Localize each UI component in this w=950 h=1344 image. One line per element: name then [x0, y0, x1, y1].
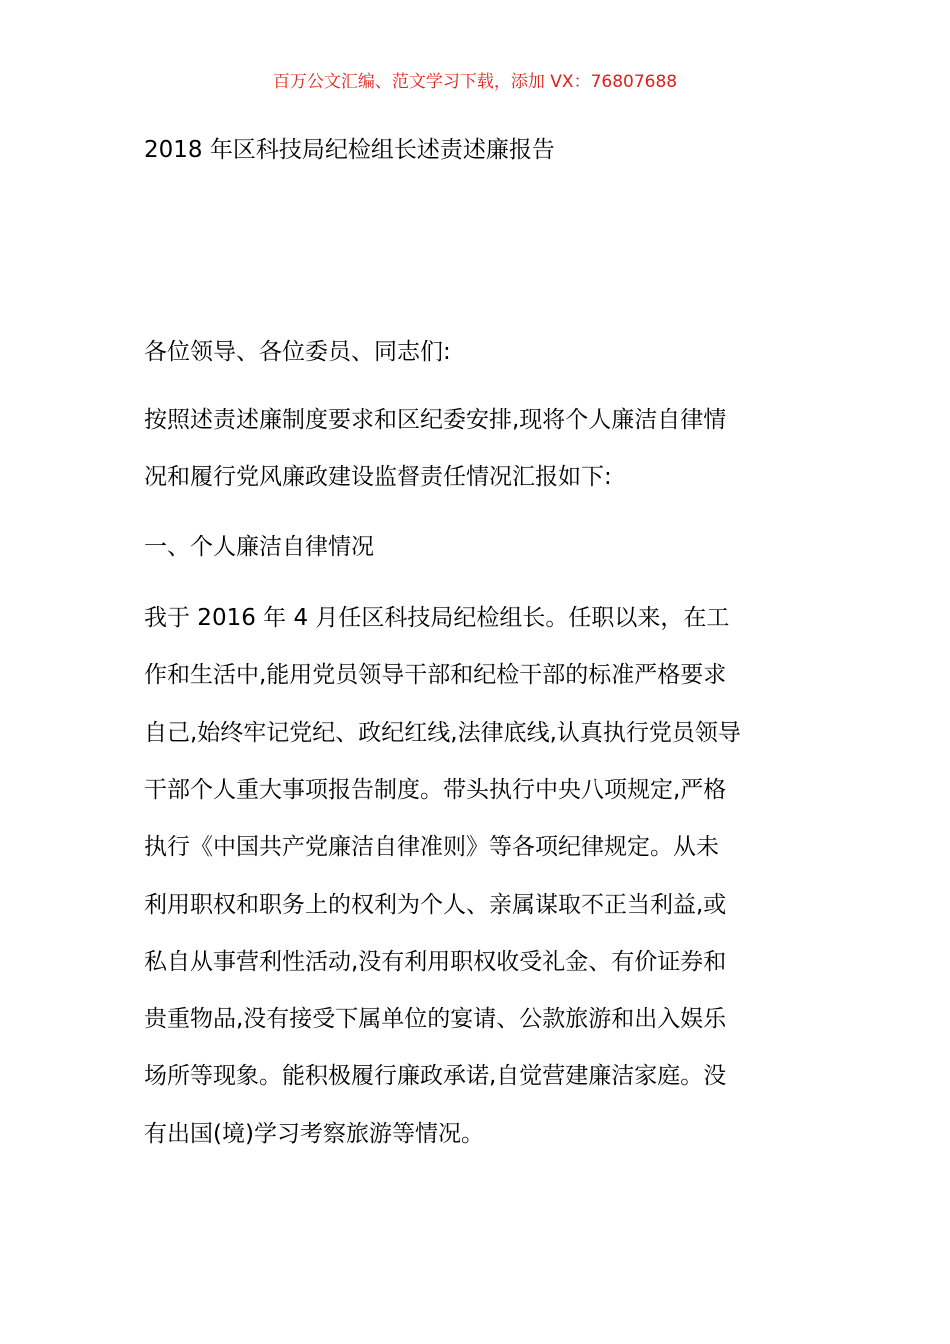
paragraph-line: 贵重物品,没有接受下属单位的宴请、公款旅游和出入娱乐	[144, 1006, 727, 1032]
section-heading: 一、个人廉洁自律情况	[144, 534, 374, 560]
paragraph-line: 我于 2016 年 4 月任区科技局纪检组长。任职以来，在工	[144, 605, 730, 631]
paragraph-line: 自己,始终牢记党纪、政纪红线,法律底线,认真执行党员领导	[144, 720, 741, 746]
paragraph-line: 场所等现象。能积极履行廉政承诺,自觉营建廉洁家庭。没	[144, 1063, 727, 1089]
paragraph-line: 作和生活中,能用党员领导干部和纪检干部的标准严格要求	[144, 662, 727, 688]
intro-line: 况和履行党风廉政建设监督责任情况汇报如下:	[144, 464, 612, 490]
intro-line: 按照述责述廉制度要求和区纪委安排,现将个人廉洁自律情	[144, 407, 727, 433]
paragraph-line: 干部个人重大事项报告制度。带头执行中央八项规定,严格	[144, 777, 727, 803]
paragraph-line: 有出国(境)学习考察旅游等情况。	[144, 1121, 484, 1147]
paragraph-line: 执行《中国共产党廉洁自律准则》等各项纪律规定。从未	[144, 834, 719, 860]
salutation: 各位领导、各位委员、同志们:	[144, 339, 451, 365]
paragraph-line: 利用职权和职务上的权利为个人、亲属谋取不正当利益,或	[144, 892, 727, 918]
watermark-header: 百万公文汇编、范文学习下载，添加 VX：76807688	[272, 72, 678, 92]
paragraph-line: 私自从事营利性活动,没有利用职权收受礼金、有价证券和	[144, 949, 727, 975]
document-title: 2018 年区科技局纪检组长述责述廉报告	[144, 137, 555, 163]
